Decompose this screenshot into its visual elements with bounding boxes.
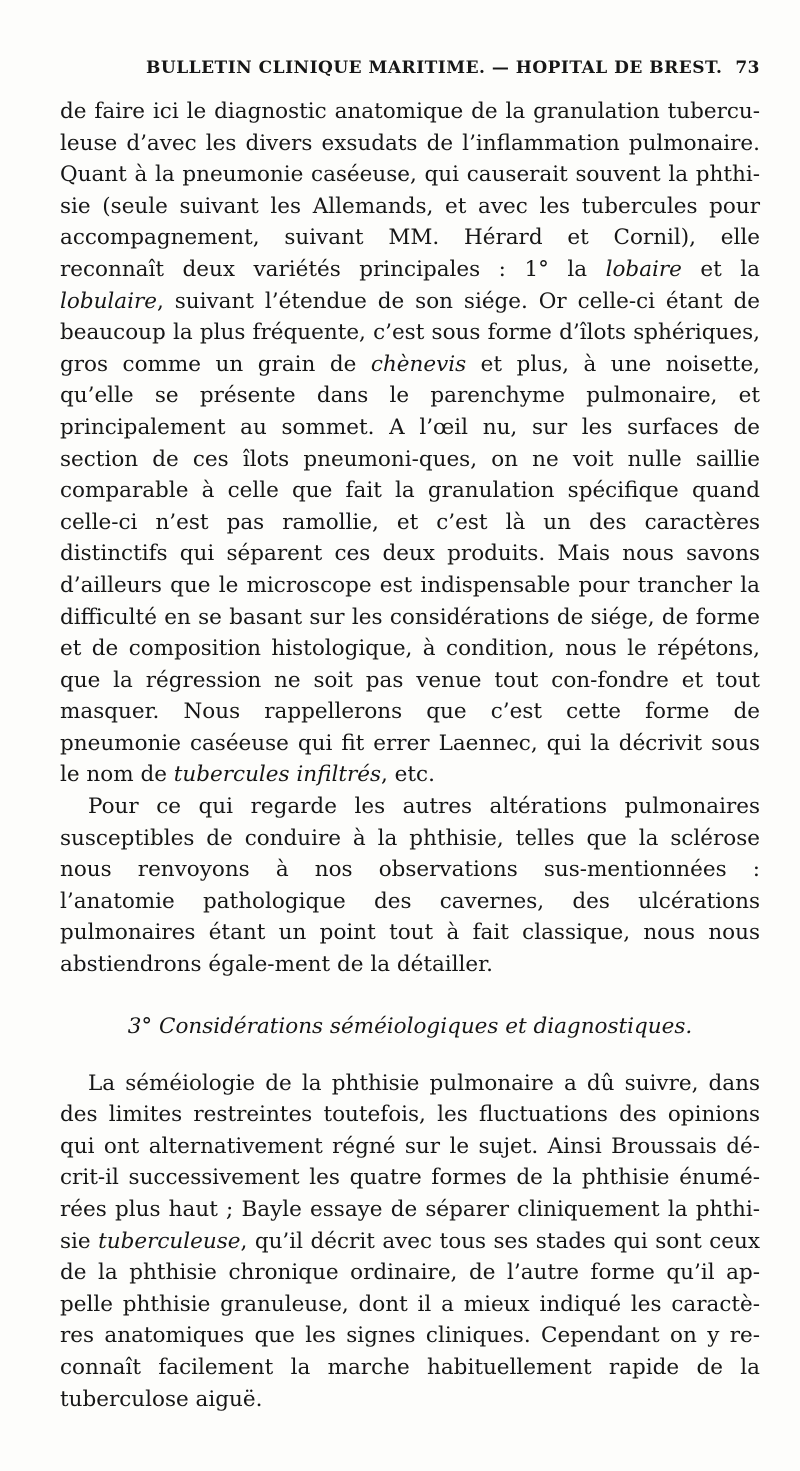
term-tubercules-infiltres: tubercules infiltrés (173, 762, 382, 788)
paragraph-3-text-b: , qu’il décrit avec tous ses stades qui sont ceux de la phthisie chronique ordinaire, de l’autre forme qu’il ap-pelle phthisie granuleuse, dont il a mieux indiqué les caractè-res anatomiques que les signes cliniques. Cependant on y re-connaît facilement la marche habituellement rapide de la tuberculose aiguë. (60, 1228, 761, 1412)
term-lobaire: lobaire (605, 256, 682, 282)
paragraph-1-text-a: de faire ici le diagnostic anatomique de la granulation tubercu-leuse d’avec les divers exsudats de l’inflammation pulmonaire. Quant à la pneumonie caséeuse, qui causerait souvent la phthi-sie (seule suivant les Allemands, et avec les tubercules pour accompagnement, suivant MM. Hérard et Cornil), elle reconnaît deux variétés principales : 1° la (60, 99, 760, 282)
paragraph-1-text-d: et plus, à une noisette, qu’elle se présente dans le parenchyme pulmonaire, et principalement au sommet. A l’œil nu, sur les surfaces de section de ces îlots pneumoni-ques, on ne voit nulle saillie comparable à celle que fait la granulation spécifique quand celle-ci n’est pas ramollie, et c’est là un des caractères distinctifs qui séparent ces deux produits. Mais nous savons d’ailleurs que le microscope est indispensable pour trancher la difficulté en se basant sur les considérations de siége, de forme et de composition histologique, à condition, nous le répétons, que la régression ne soit pas venue tout con-fondre et tout masquer. Nous rappellerons que c’est cette forme de pneumonie caséeuse qui fit errer Laennec, qui la décrivit sous le nom de (60, 351, 761, 788)
term-chenevis: chènevis (370, 351, 467, 377)
paragraph-1-text-b: et la (681, 256, 760, 282)
paragraph-1 (60, 96, 760, 791)
term-tuberculeuse: tuberculeuse (98, 1228, 241, 1254)
paragraph-3 (60, 1068, 760, 1416)
section-title: 3° Considérations séméiologiques et diagnostiques. (127, 1013, 693, 1039)
paragraph-1-text-c: , suivant l’étendue de son siége. Or celle-ci étant de beaucoup la plus fréquente, c’est sous forme d’îlots sphériques, gros comme un grain de (60, 288, 760, 377)
paragraph-1-text-e: , etc. (381, 762, 435, 788)
paragraph-2: Pour ce qui regarde les autres altérations pulmonaires susceptibles de conduire à la phthisie, telles que la sclérose nous renvoyons à nos observations sus-mentionnées : l’anatomie pathologique des cavernes, des ulcérations pulmonaires étant un point tout à fait classique, nous nous abstiendrons égale-ment de la détailler. (60, 794, 760, 978)
term-lobulaire: lobulaire (60, 288, 158, 314)
page-body (60, 96, 760, 1415)
paragraph-3-text-a: La séméiologie de la phthisie pulmonaire a dû suivre, dans des limites restreintes toutefois, les fluctuations des opinions qui ont alternativement régné sur le sujet. Ainsi Broussais dé-crit-il successivement les quatre formes de la phthisie énumé-rées plus haut ; Bayle essaye de séparer cliniquement la phthi-sie (60, 1070, 760, 1254)
page-number: 73 (735, 58, 760, 78)
running-title: BULLETIN CLINIQUE MARITIME. — HOPITAL DE BREST. (146, 58, 723, 78)
